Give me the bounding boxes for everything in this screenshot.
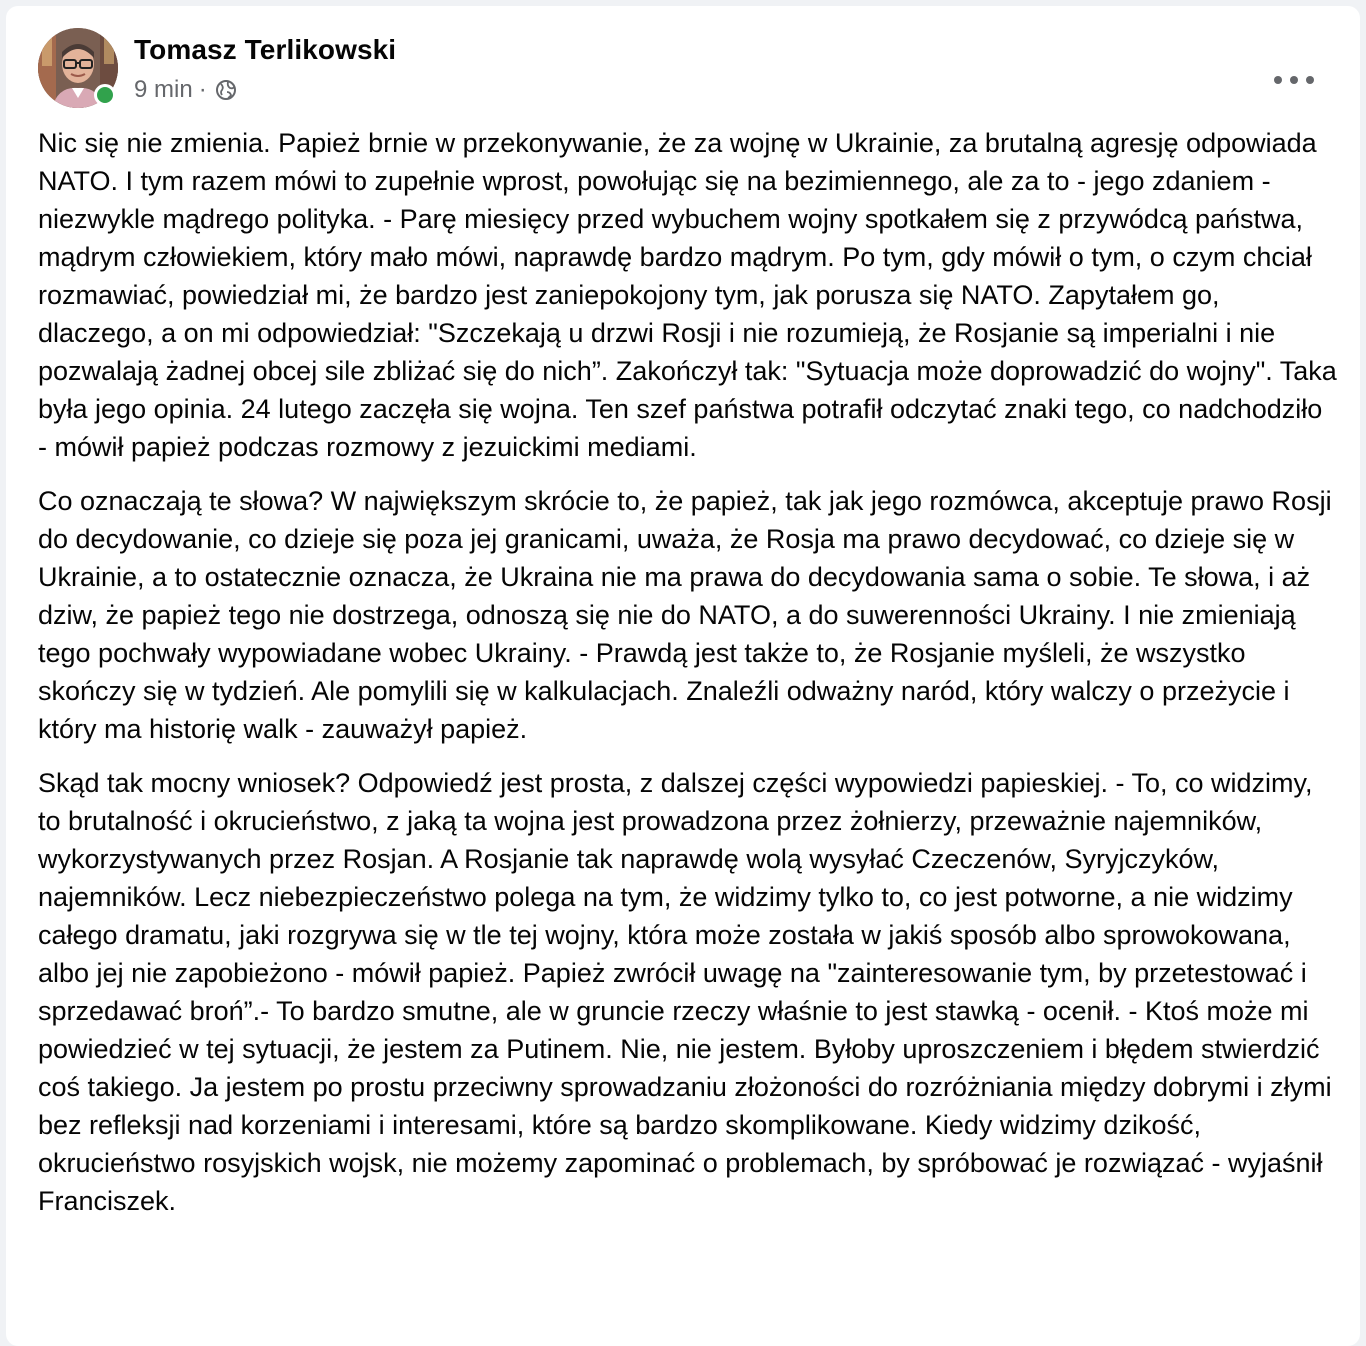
globe-icon[interactable] [215, 79, 237, 101]
post-paragraph-1: Nic się nie zmienia. Papież brnie w przekonywanie, że za wojnę w Ukrainie, za brutalną agresję odpowiada NATO. I tym razem mówi to zupełnie wprost, powołując się na bezimiennego, ale za to - jego zdaniem - niezwykle mądrego polityka. - Parę miesięcy przed wybuchem wojny spotkałem się z przywódcą państwa, mądrym człowiekiem, który mało mówi, naprawdę bardzo mądrym. Po tym, gdy mówił o tym, o czym chciał rozmawiać, powiedział mi, że bardzo jest zaniepokojony tym, jak porusza się NATO. Zapytałem go, dlaczego, a on mi odpowiedział: "Szczekają u drzwi Rosji i nie rozumieją, że Rosjanie są imperialni i nie pozwalają żadnej obcej sile zbliżać się do nich”. Zakończył tak: "Sytuacja może doprowadzić do wojny". Taka była jego opinia. 24 lutego zaczęła się wojna. Ten szef państwa potrafił odczytać znaki tego, co nadchodziło - mówił papież podczas rozmowy z jezuickimi mediami. [38, 128, 1337, 462]
post-header [38, 28, 1338, 118]
post-card [6, 6, 1360, 1346]
post-timestamp[interactable]: 9 min [134, 76, 193, 103]
more-dot [1274, 76, 1282, 84]
more-dot [1306, 76, 1314, 84]
online-status-indicator [94, 84, 116, 106]
more-dot [1290, 76, 1298, 84]
author-avatar[interactable] [38, 28, 118, 108]
author-name[interactable]: Tomasz Terlikowski [134, 34, 397, 65]
more-options-icon[interactable] [1274, 68, 1314, 92]
post-paragraph-2: Co oznaczają te słowa? W największym skrócie to, że papież, tak jak jego rozmówca, akceptuje prawo Rosji do decydowanie, co dzieje się poza jej granicami, uważa, że Rosja ma prawo decydować, co dzieje się w Ukrainie, a to ostatecznie oznacza, że Ukraina nie ma prawa do decydowania sama o sobie. Te słowa, i aż dziw, że papież tego nie dostrzega, odnoszą się nie do NATO, a do suwerenności Ukrainy. I nie zmieniają tego pochwały wypowiadane wobec Ukrainy. - Prawdą jest także to, że Rosjanie myśleli, że wszystko skończy się w tydzień. Ale pomylili się w kalkulacjach. Znaleźli odważny naród, który walczy o przeżycie i który ma historię walk - zauważył papież. [38, 486, 1332, 744]
post-paragraph-3: Skąd tak mocny wniosek? Odpowiedź jest prosta, z dalszej części wypowiedzi papieskiej. - To, co widzimy, to brutalność i okrucieństwo, z jaką ta wojna jest prowadzona przez żołnierzy, przeważnie najemników, wykorzystywanych przez Rosjan. A Rosjanie tak naprawdę wolą wysyłać Czeczenów, Syryjczyków, najemników. Lecz niebezpieczeństwo polega na tym, że widzimy tylko to, co jest potworne, a nie widzimy całego dramatu, jaki rozgrywa się w tle tej wojny, która może została w jakiś sposób albo sprowokowana, albo jej nie zapobieżono - mówił papież. Papież zwrócił uwagę na "zainteresowanie tym, by przetestować i sprzedawać broń”.- To bardzo smutne, ale w gruncie rzeczy właśnie to jest stawką - ocenił. - Ktoś może mi powiedzieć w tej sytuacji, że jestem za Putinem. Nie, nie jestem. Byłoby uproszczeniem i błędem stwierdzić coś takiego. Ja jestem po prostu przeciwny sprowadzaniu złożoności do rozróżniania między dobrymi i złymi bez refleksji nad korzeniami i interesami, które są bardzo skomplikowane. Kiedy widzimy dzikość, okrucieństwo rosyjskich wojsk, nie możemy zapominać o problemach, by spróbować je rozwiązać - wyjaśnił Franciszek. [38, 768, 1332, 1216]
post-body [38, 124, 1338, 1236]
meta-separator: · [198, 76, 207, 103]
post-meta [134, 76, 237, 104]
